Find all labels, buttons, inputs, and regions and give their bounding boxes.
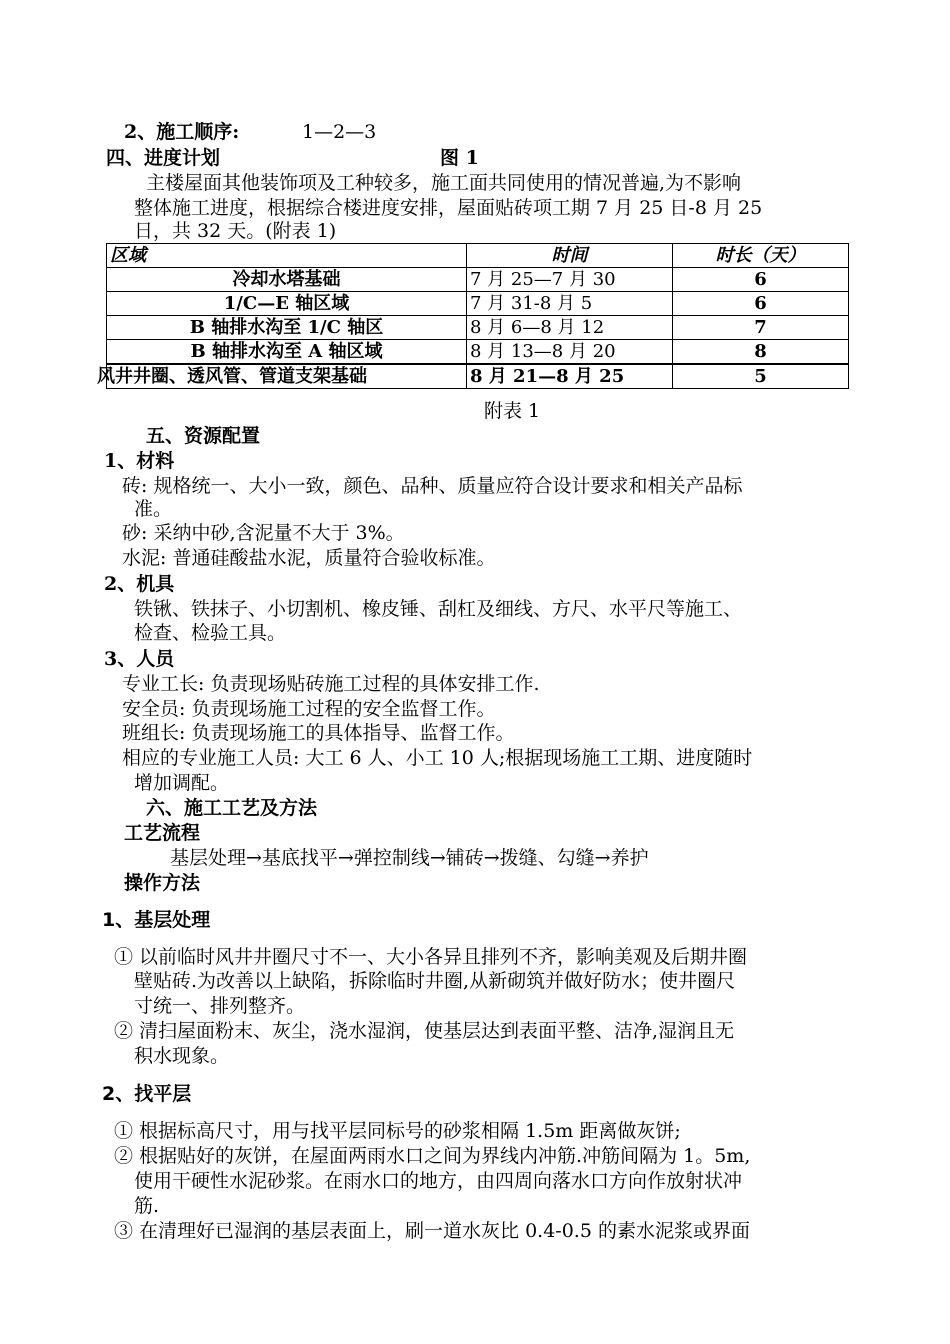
section-6-title: 六、施工工艺及方法 [146, 797, 318, 819]
staff-line-1: 专业工长: 负责现场贴砖施工过程的具体安排工作. [122, 673, 540, 695]
row-time: 7 月 25—7 月 30 [467, 268, 673, 292]
staff-line-4: 相应的专业施工人员: 大工 6 人、小工 10 人;根据现场施工工期、进度随时 [122, 747, 753, 769]
staff-line-5: 增加调配。 [134, 772, 230, 794]
table-row [107, 316, 849, 340]
table-row [107, 340, 849, 365]
flow-title: 工艺流程 [124, 822, 201, 844]
order-label: 2、施工顺序: [124, 121, 240, 143]
base-line-2: 壁贴砖.为改善以上缺陷，拆除临时井圈,从新砌筑并做好防水；使井圈尺 [134, 970, 736, 992]
flow-steps: 基层处理→基底找平→弹控制线→铺砖→拨缝、勾缝→养护 [170, 847, 649, 869]
row-area: 冷却水塔基础 [107, 268, 467, 292]
row-days: 6 [673, 268, 849, 292]
level-line-4: 筋. [134, 1195, 160, 1217]
row-days: 5 [673, 364, 849, 389]
header-time: 时间 [467, 244, 673, 268]
base-line-1: ① 以前临时风井井圈尺寸不一、大小各异且排列不齐，影响美观及后期井圈 [114, 946, 748, 968]
intro-line-1: 主楼屋面其他装饰项及工种较多，施工面共同使用的情况普遍,为不影响 [146, 172, 742, 194]
level-line-3: 使用干硬性水泥砂浆。在雨水口的地方，由四周向落水口方向作放射状冲 [134, 1170, 743, 1192]
row-area [97, 364, 467, 389]
row-area-text: 风井井圈、透风管、管道支架基础 [97, 365, 367, 387]
staff-line-2: 安全员: 负责现场施工过程的安全监督工作。 [122, 698, 496, 720]
section-5-title: 五、资源配置 [146, 425, 261, 447]
figure-label: 图 1 [440, 147, 479, 169]
row-time: 8 月 13—8 月 20 [467, 340, 673, 365]
order-value: 1—2—3 [302, 121, 377, 143]
schedule-table [97, 243, 849, 389]
row-area: B 轴排水沟至 A 轴区域 [107, 340, 467, 365]
section-4-title: 四、进度计划 [106, 147, 221, 169]
intro-line-2: 整体施工进度，根据综合楼进度安排，屋面贴砖项工期 7 月 25 日-8 月 25 [134, 197, 763, 219]
base-treatment-title: 1、基层处理 [102, 909, 211, 931]
level-line-5: ③ 在清理好已湿润的基层表面上，刷一道水灰比 0.4-0.5 的素水泥浆或界面 [114, 1220, 750, 1242]
materials-line-1: 砖: 规格统一、大小一致，颜色、品种、质量应符合设计要求和相关产品标 [122, 475, 743, 497]
intro-line-3: 日，共 32 天。(附表 1) [134, 220, 337, 242]
row-area: B 轴排水沟至 1/C 轴区 [107, 316, 467, 340]
staff-line-3: 班组长: 负责现场施工的具体指导、监督工作。 [122, 722, 515, 744]
table-caption: 附表 1 [484, 400, 541, 422]
base-line-4: ② 清扫屋面粉末、灰尘，浇水湿润，使基层达到表面平整、洁净,湿润且无 [114, 1020, 735, 1042]
row-time: 8 月 6—8 月 12 [467, 316, 673, 340]
materials-title: 1、材料 [104, 450, 175, 472]
materials-line-4: 水泥: 普通硅酸盐水泥，质量符合验收标准。 [122, 547, 496, 569]
leveling-title: 2、找平层 [102, 1083, 192, 1105]
row-area: 1/C—E 轴区域 [107, 292, 467, 316]
tools-line-2: 检查、检验工具。 [134, 622, 287, 644]
row-time: 8 月 21—8 月 25 [467, 364, 673, 389]
table-row [107, 292, 849, 316]
materials-line-2: 准。 [134, 498, 173, 520]
row-days: 6 [673, 292, 849, 316]
row-days: 7 [673, 316, 849, 340]
level-line-2: ② 根据贴好的灰饼，在屋面两雨水口之间为界线内冲筋.冲筋间隔为 1。5m, [114, 1145, 751, 1167]
level-line-1: ① 根据标高尺寸，用与找平层同标号的砂浆相隔 1.5m 距离做灰饼; [114, 1120, 681, 1142]
base-line-3: 寸统一、排列整齐。 [134, 995, 306, 1017]
row-time: 7 月 31-8 月 5 [467, 292, 673, 316]
base-line-5: 积水现象。 [134, 1045, 230, 1067]
tools-line-1: 铁锹、铁抹子、小切割机、橡皮锤、刮杠及细线、方尺、水平尺等施工、 [134, 598, 743, 620]
method-title: 操作方法 [124, 872, 201, 894]
tools-title: 2、机具 [104, 573, 175, 595]
materials-line-3: 砂: 采纳中砂,含泥量不大于 3%。 [122, 522, 405, 544]
table-header-row [107, 244, 849, 268]
header-area: 区域 [107, 244, 467, 268]
table-row [107, 364, 849, 389]
table-row [107, 268, 849, 292]
row-days: 8 [673, 340, 849, 365]
header-duration: 时长（天） [673, 244, 849, 268]
staff-title: 3、人员 [104, 648, 175, 670]
